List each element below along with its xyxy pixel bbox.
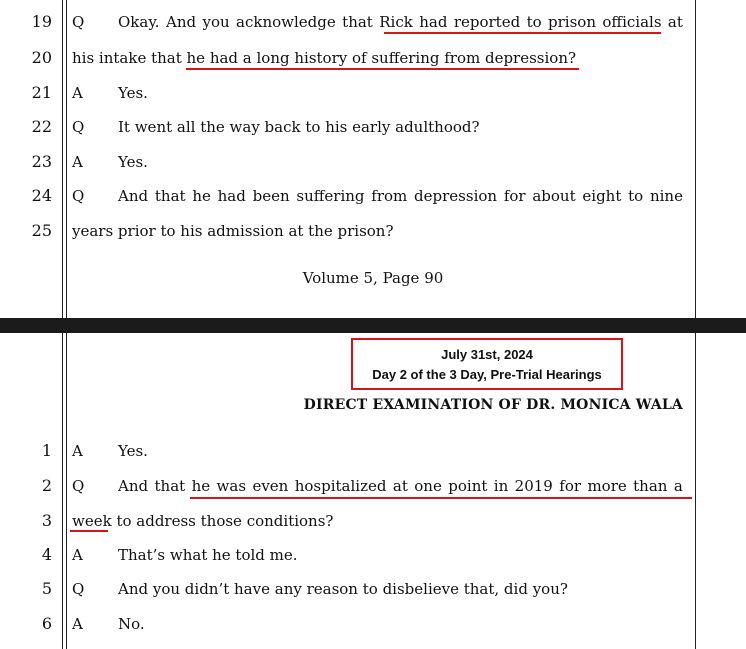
transcript-word: 2019 — [514, 477, 553, 495]
highlight-underline — [384, 32, 661, 34]
transcript-word: had — [419, 13, 448, 31]
hearing-date: July 31st, 2024 — [441, 347, 533, 362]
transcript-word: prison — [548, 13, 596, 31]
line-number: 5 — [41, 579, 52, 598]
transcript-word: that — [342, 13, 373, 31]
transcript-word: Rick — [379, 13, 413, 31]
transcript-word: And — [118, 187, 149, 205]
line-number: 19 — [31, 12, 52, 31]
transcript-word: reported — [453, 13, 521, 31]
transcript-word: had — [217, 187, 246, 205]
transcript-line: It went all the way back to his early adulthood? — [118, 118, 480, 136]
line-number: 1 — [41, 441, 52, 460]
hearing-date-box — [351, 338, 623, 390]
transcript-line: And you didn’t have any reason to disbelieve that, did you? — [118, 580, 568, 598]
transcript-word: was — [216, 477, 247, 495]
transcript-word: than — [633, 477, 668, 495]
speaker-label: Q — [72, 580, 85, 598]
speaker-label: A — [72, 153, 83, 171]
transcript-line: his intake that he had a long history of suffering from depression? — [72, 49, 577, 67]
speaker-label: Q — [72, 13, 85, 31]
line-number: 22 — [31, 117, 52, 136]
transcript-word: to — [526, 13, 542, 31]
transcript-word: that — [154, 187, 186, 205]
transcript-word: even — [252, 477, 289, 495]
transcript-word: officials — [602, 13, 662, 31]
transcript-word: he — [192, 187, 211, 205]
transcript-word: from — [371, 187, 408, 205]
transcript-line: Yes. — [118, 84, 148, 102]
transcript-line: Yes. — [118, 153, 148, 171]
page-footer: Volume 5, Page 90 — [302, 269, 444, 287]
transcript-word: in — [493, 477, 509, 495]
speaker-label: Q — [72, 118, 85, 136]
line-number: 2 — [41, 476, 52, 495]
transcript-word: for — [503, 187, 526, 205]
transcript-word: he — [191, 477, 211, 495]
transcript-word: to — [628, 187, 644, 205]
section-heading: DIRECT EXAMINATION OF DR. MONICA WALA — [303, 397, 683, 413]
transcript-word: been — [252, 187, 290, 205]
transcript-word: Okay. — [118, 13, 160, 31]
transcript-line: That’s what he told me. — [118, 546, 298, 564]
transcript-word: a — [673, 477, 683, 495]
transcript-line — [118, 12, 683, 32]
highlight-underline — [186, 68, 579, 70]
line-number: 4 — [41, 545, 52, 564]
speaker-label: A — [72, 84, 83, 102]
transcript-line: years prior to his admission at the prison? — [72, 222, 394, 240]
line-number: 25 — [31, 221, 52, 240]
transcript-word: for — [559, 477, 582, 495]
transcript-word: about — [532, 187, 576, 205]
transcript-word: point — [448, 477, 488, 495]
transcript-word: eight — [582, 187, 622, 205]
line-number: 20 — [31, 48, 52, 67]
transcript-word: at — [392, 477, 408, 495]
line-number: 21 — [31, 83, 52, 102]
line-number: 3 — [41, 511, 52, 530]
transcript-word: more — [587, 477, 627, 495]
line-number: 23 — [31, 152, 52, 171]
page-break-bar — [0, 318, 746, 333]
transcript-line: Yes. — [118, 442, 148, 460]
line-number: 6 — [41, 614, 52, 633]
speaker-label: Q — [72, 187, 85, 205]
transcript-word: suffering — [296, 187, 365, 205]
highlight-underline — [70, 530, 108, 532]
hearing-day-label: Day 2 of the 3 Day, Pre-Trial Hearings — [372, 367, 602, 382]
speaker-label: Q — [72, 477, 85, 495]
transcript-line — [118, 186, 683, 206]
transcript-line: week to address those conditions? — [72, 512, 334, 530]
transcript-word: at — [667, 13, 683, 31]
transcript-line: No. — [118, 615, 145, 633]
transcript-word: acknowledge — [236, 13, 336, 31]
transcript-word: nine — [649, 187, 683, 205]
transcript-word: And — [165, 13, 197, 31]
transcript-word: that — [154, 477, 186, 495]
transcript-word: hospitalized — [294, 477, 387, 495]
transcript-line — [118, 476, 683, 496]
speaker-label: A — [72, 615, 83, 633]
transcript-word: one — [414, 477, 442, 495]
speaker-label: A — [72, 442, 83, 460]
highlight-underline — [190, 497, 692, 499]
transcript-word: And — [118, 477, 149, 495]
transcript-word: you — [202, 13, 230, 31]
speaker-label: A — [72, 546, 83, 564]
line-number: 24 — [31, 186, 52, 205]
transcript-word: depression — [414, 187, 498, 205]
